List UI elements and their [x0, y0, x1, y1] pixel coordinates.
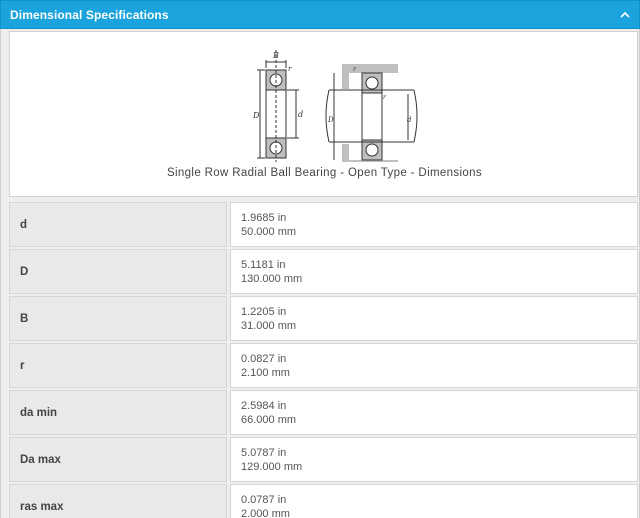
spec-row-D	[9, 249, 638, 294]
label-da: d	[407, 116, 412, 124]
label-D: D	[253, 111, 260, 120]
label-Da: D	[328, 116, 334, 124]
spec-label: Da max	[9, 437, 227, 482]
spec-value	[230, 202, 638, 247]
spec-value	[230, 390, 638, 435]
spec-row-d	[9, 202, 638, 247]
spec-label: D	[9, 249, 227, 294]
label-d: d	[298, 110, 304, 119]
spec-label: r	[9, 343, 227, 388]
spec-value-inch: 5.0787 in	[241, 447, 287, 459]
spec-value	[230, 343, 638, 388]
spec-value	[230, 249, 638, 294]
bearing-figure	[9, 31, 638, 197]
figure-caption: Single Row Radial Ball Bearing - Open Type - Dimensions	[167, 167, 482, 179]
bearing-dimension-drawing	[249, 50, 419, 162]
spec-row-B	[9, 296, 638, 341]
spec-value-mm: 66.000 mm	[241, 414, 297, 426]
panel-header	[0, 0, 640, 29]
spec-value	[230, 484, 638, 518]
spec-label: B	[9, 296, 227, 341]
spec-row-da-min	[9, 390, 638, 435]
label-B: B	[273, 51, 279, 60]
mounted-bearing	[326, 64, 417, 162]
spec-value-inch: 5.1181 in	[241, 259, 286, 271]
spec-value-mm: 31.000 mm	[241, 320, 297, 332]
panel-body	[0, 29, 640, 518]
spec-value-inch: 0.0827 in	[241, 353, 287, 365]
spec-label: d	[9, 202, 227, 247]
spec-value-mm: 2.100 mm	[241, 367, 290, 379]
label-r: r	[288, 65, 292, 73]
spec-value-inch: 1.9685 in	[241, 212, 287, 224]
spec-value-mm: 129.000 mm	[241, 461, 303, 473]
spec-label: ras max	[9, 484, 227, 518]
spec-label: da min	[9, 390, 227, 435]
spec-value-inch: 1.2205 in	[241, 306, 287, 318]
spec-value-mm: 50.000 mm	[241, 226, 297, 238]
spec-row-ras-max	[9, 484, 638, 518]
spec-value	[230, 296, 638, 341]
panel-title: Dimensional Specifications	[10, 7, 169, 22]
spec-value-inch: 2.5984 in	[241, 400, 287, 412]
spec-value-inch: 0.0787 in	[241, 494, 287, 506]
spec-value	[230, 437, 638, 482]
label-ra-2: r	[383, 94, 386, 101]
chevron-up-icon[interactable]	[619, 9, 631, 21]
spec-value-mm: 2.000 mm	[241, 508, 290, 518]
spec-row-Da-max	[9, 437, 638, 482]
bearing-section	[257, 50, 299, 162]
spec-value-mm: 130.000 mm	[241, 273, 303, 285]
spec-row-r	[9, 343, 638, 388]
label-ra: r	[353, 66, 356, 73]
